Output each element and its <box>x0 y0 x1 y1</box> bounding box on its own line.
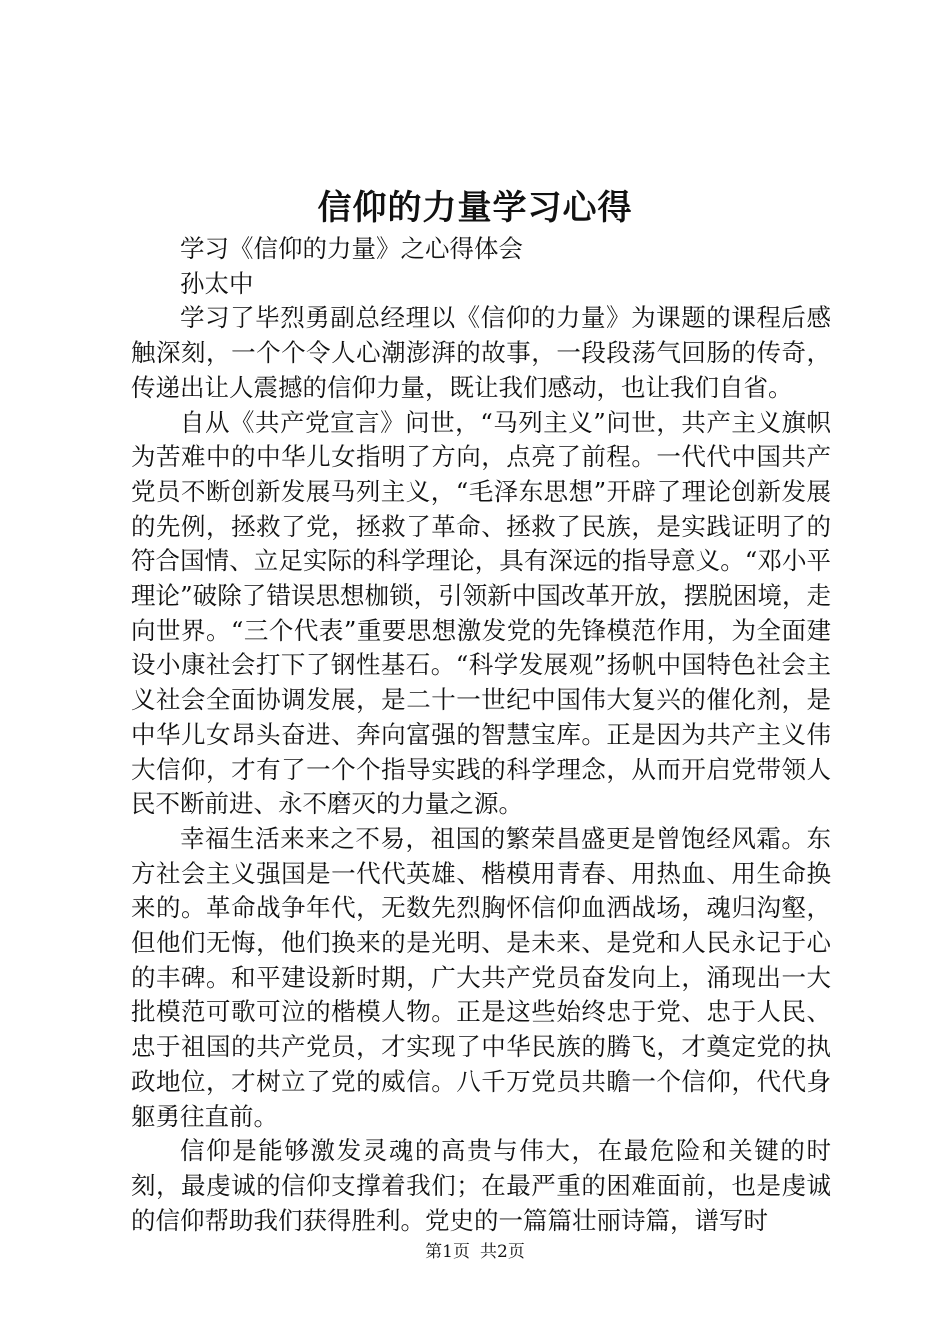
body-paragraph: 学习了毕烈勇副总经理以《信仰的力量》为课题的课程后感触深刻，一个个令人心潮澎湃的故事，一段段荡气回肠的传奇，传递出让人震撼的信仰力量，既让我们感动，也让我们自省。 <box>131 303 831 402</box>
body-paragraph: 信仰是能够激发灵魂的高贵与伟大，在最危险和关键的时刻，最虔诚的信仰支撑着我们；在最严重的困难面前，也是虔诚的信仰帮助我们获得胜利。党史的一篇篇壮丽诗篇，谱写时 <box>131 1136 831 1235</box>
subtitle-paragraph: 学习《信仰的力量》之心得体会 <box>180 234 523 263</box>
page-number: 第1页 <box>425 1242 470 1262</box>
page-footer <box>0 1240 950 1264</box>
body-paragraph: 自从《共产党宣言》问世，“马列主义”问世，共产主义旗帜为苦难中的中华儿女指明了方向，点亮了前程。一代代中国共产党员不断创新发展马列主义，“毛泽东思想”开辟了理论创新发展的先例，拯救了党，拯救了革命、拯救了民族，是实践证明了的符合国情、立足实际的科学理论，具有深远的指导意义。“邓小平理论”破除了错误思想枷锁，引领新中国改革开放，摆脱困境，走向世界。“三个代表”重要思想激发党的先锋模范作用，为全面建设小康社会打下了钢性基石。“科学发展观”扬帆中国特色社会主义社会全面协调发展，是二十一世纪中国伟大复兴的催化剂，是中华儿女昂头奋进、奔向富强的智慧宝库。正是因为共产主义伟大信仰，才有了一个个指导实践的科学理念，从而开启党带领人民不断前进、永不磨灭的力量之源。 <box>131 407 831 819</box>
page-total: 共2页 <box>480 1242 525 1262</box>
document-body <box>131 232 831 1238</box>
document-title: 信仰的力量学习心得 <box>317 188 633 228</box>
author-paragraph: 孙太中 <box>180 268 254 298</box>
body-paragraph: 幸福生活来来之不易，祖国的繁荣昌盛更是曾饱经风霜。东方社会主义强国是一代代英雄、楷模用青春、用热血、用生命换来的。革命战争年代，无数先烈胸怀信仰血洒战场，魂归沟壑，但他们无悔，他们换来的是光明、是未来、是党和人民永记于心的丰碑。和平建设新时期，广大共产党员奋发向上，涌现出一大批模范可歌可泣的楷模人物。正是这些始终忠于党、忠于人民、忠于祖国的共产党员，才实现了中华民族的腾飞，才奠定党的执政地位，才树立了党的威信。八千万党员共瞻一个信仰，代代身躯勇往直前。 <box>131 823 831 1131</box>
